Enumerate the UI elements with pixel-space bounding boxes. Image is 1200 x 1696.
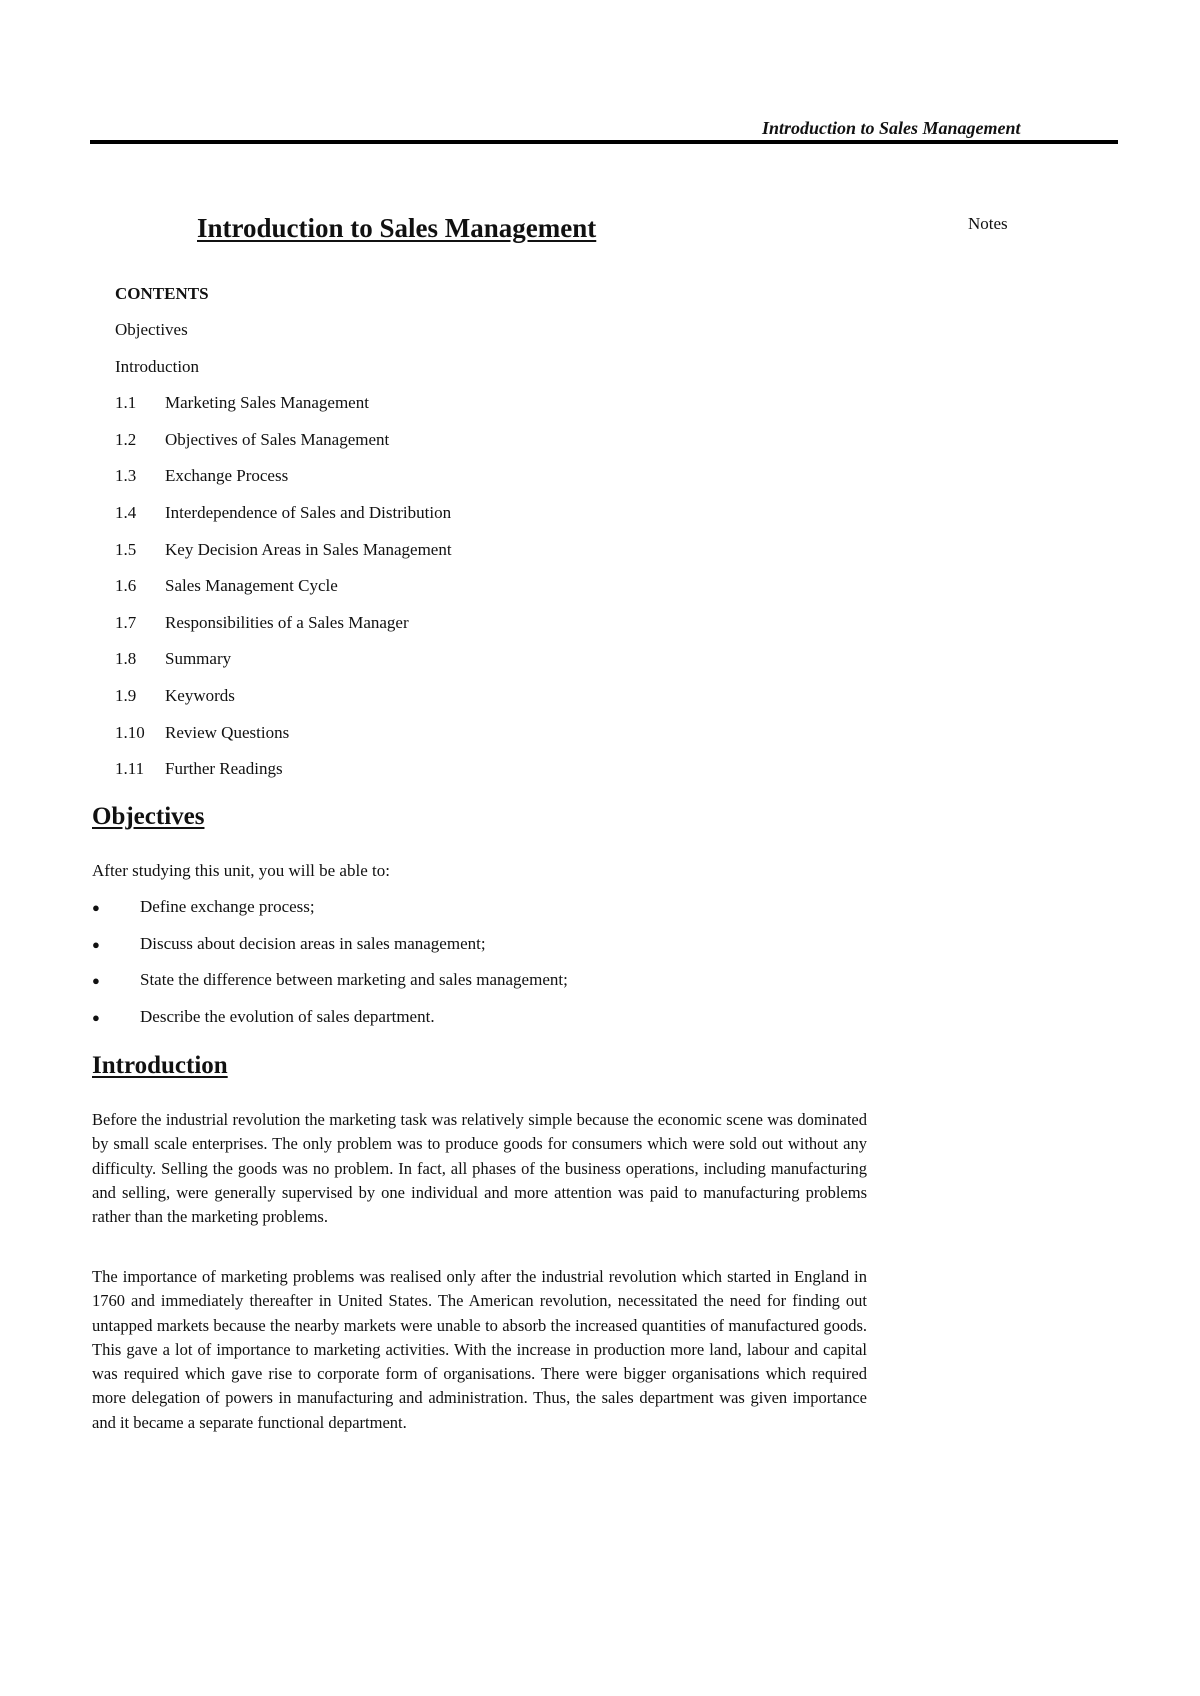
contents-item-label: Objectives xyxy=(115,320,188,339)
contents-item-label: Key Decision Areas in Sales Management xyxy=(165,539,452,559)
objective-text: State the difference between marketing and sales management; xyxy=(140,970,568,989)
page-title: Introduction to Sales Management xyxy=(197,213,597,243)
contents-item-label: Marketing Sales Management xyxy=(165,393,369,413)
objectives-heading: Objectives xyxy=(92,803,205,830)
objectives-lead-text: After studying this unit, you will be able to: xyxy=(92,861,390,880)
contents-item xyxy=(115,429,452,466)
contents-item-number: 1.9 xyxy=(115,685,137,705)
contents-item-label: Review Questions xyxy=(165,722,290,742)
contents-item-label: Responsibilities of a Sales Manager xyxy=(165,612,409,632)
contents-item xyxy=(115,502,452,539)
bullet-icon: ● xyxy=(92,936,100,952)
introduction-heading: Introduction xyxy=(92,1052,228,1079)
contents-item xyxy=(115,612,452,649)
contents-item-number: 1.8 xyxy=(115,649,137,669)
contents-item-number: 1.5 xyxy=(115,539,137,559)
contents-item xyxy=(115,465,452,502)
contents-item xyxy=(115,575,452,612)
contents-heading: CONTENTS xyxy=(115,284,209,303)
contents-item-number: 1.6 xyxy=(115,576,137,596)
bullet-icon: ● xyxy=(92,900,100,915)
contents-item xyxy=(115,722,452,759)
list-item xyxy=(92,896,568,933)
objective-text: Define exchange process; xyxy=(140,897,315,916)
contents-item-label: Summary xyxy=(165,649,232,669)
contents-list xyxy=(115,283,452,795)
list-item xyxy=(92,933,568,970)
contents-item-label: Sales Management Cycle xyxy=(165,576,338,596)
contents-item-number: 1.4 xyxy=(115,502,137,522)
contents-item xyxy=(115,392,452,429)
contents-item-label: Further Readings xyxy=(165,759,283,779)
contents-item xyxy=(115,539,452,576)
objective-text: Describe the evolution of sales department. xyxy=(140,1006,435,1026)
contents-item xyxy=(115,356,452,393)
bullet-icon: ● xyxy=(92,1009,100,1025)
contents-item xyxy=(115,685,452,722)
contents-item xyxy=(115,319,452,356)
contents-item-label: Interdependence of Sales and Distribution xyxy=(165,502,452,522)
running-header-title: Introduction to Sales Management xyxy=(762,118,1021,138)
contents-item-number: 1.2 xyxy=(115,429,137,449)
notes-margin-label: Notes xyxy=(968,214,1008,233)
objectives-list xyxy=(92,896,568,1042)
objective-text: Discuss about decision areas in sales management; xyxy=(140,933,486,953)
contents-item-label: Introduction xyxy=(115,356,200,376)
contents-item-number: 1.3 xyxy=(115,466,137,486)
contents-item-number: 1.11 xyxy=(115,759,145,779)
introduction-paragraph: The importance of marketing problems was realised only after the industrial revolution which started in England in 1760 and immediately thereafter in United States. The American revolution, necessitated the need for finding out untapped markets because the nearby markets were unable to absorb the increased quantities of manufactured goods. This gave a lot of importance to marketing activities. With the increase in production more land, labour and capital was required which gave rise to corporate form of organisations. There were bigger organisations which required more delegation of powers in manufacturing and administration. Thus, the sales department was given importance and it became a separate functional department. xyxy=(92,1267,867,1432)
contents-item-number: 1.7 xyxy=(115,612,137,632)
header-rule xyxy=(90,140,1118,144)
contents-item-label: Objectives of Sales Management xyxy=(165,429,390,449)
list-item xyxy=(92,969,568,1006)
contents-item xyxy=(115,758,452,795)
contents-item-label: Keywords xyxy=(165,685,235,705)
contents-item-number: 1.1 xyxy=(115,393,137,413)
bullet-icon: ● xyxy=(92,973,100,988)
introduction-paragraph: Before the industrial revolution the marketing task was relatively simple because the economic scene was dominated by small scale enterprises. The only problem was to produce goods for consumers which were sold out without any difficulty. Selling the goods was no problem. In fact, all phases of the business operations, including manufacturing and selling, were generally supervised by one individual and more attention was paid to manufacturing problems rather than the marketing problems. xyxy=(92,1110,867,1227)
list-item xyxy=(92,1006,568,1043)
contents-item xyxy=(115,648,452,685)
contents-item-number: 1.10 xyxy=(115,722,145,742)
contents-item-label: Exchange Process xyxy=(165,466,289,486)
